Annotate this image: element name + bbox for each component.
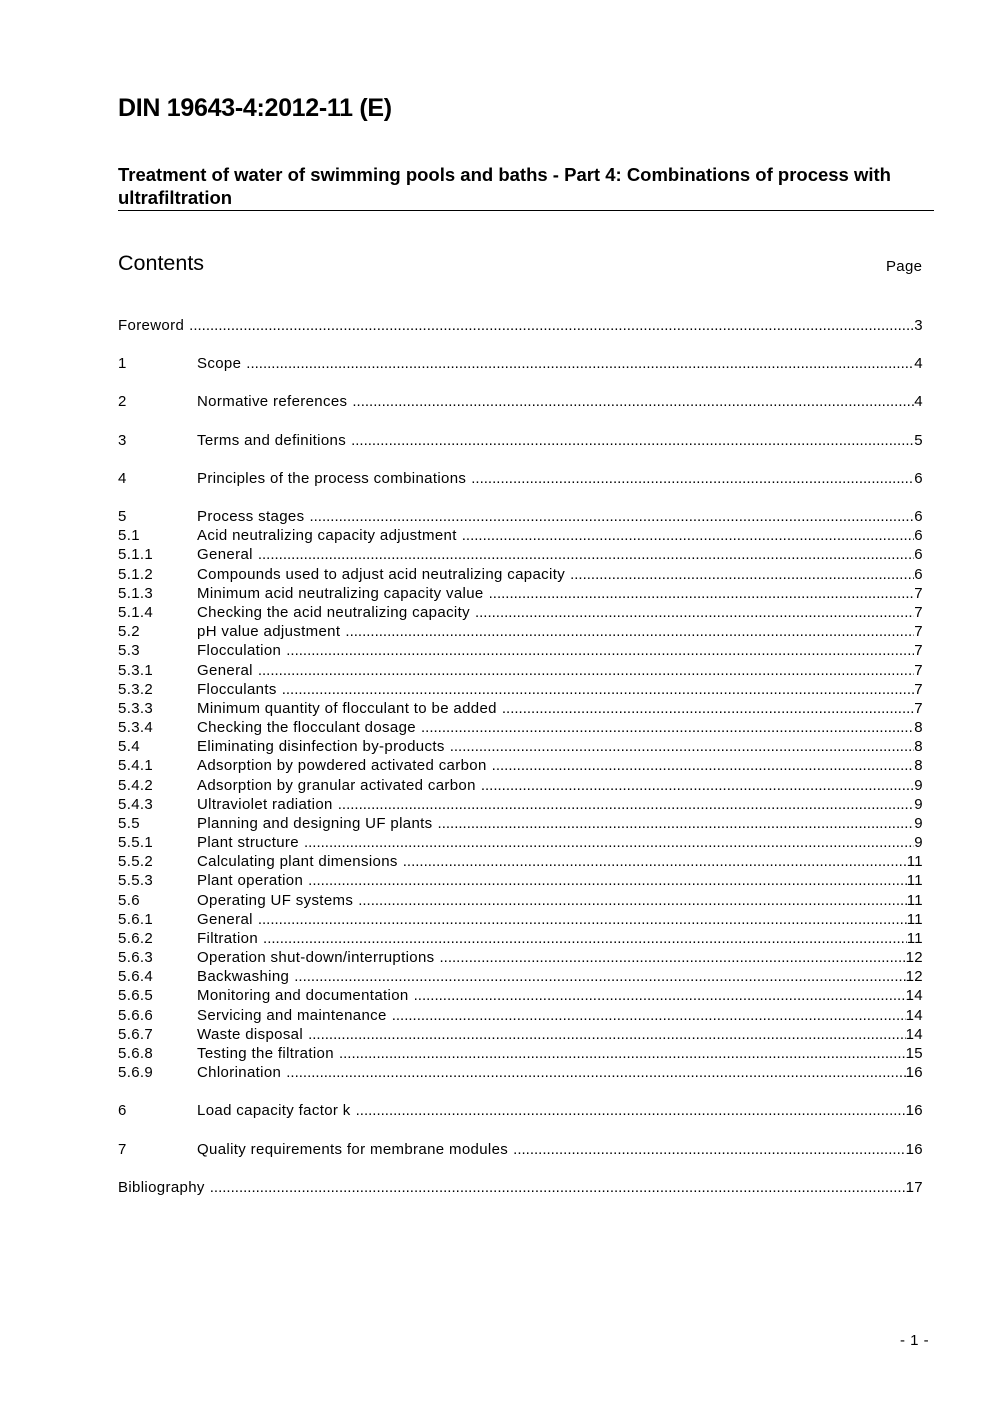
toc-entry[interactable] [118,1178,923,1197]
toc-entry-title: General [197,662,253,679]
toc-entry-number: 4 [118,470,127,487]
toc-entry-number: 5.5 [118,815,140,832]
toc-entry-page: 7 [914,642,923,659]
toc-entry-number: 5.6 [118,892,140,909]
dot-leader [392,1006,906,1025]
dot-leader [403,852,907,871]
toc-entry[interactable] [118,948,923,967]
toc-entry-page: 9 [914,815,923,832]
dot-leader [258,545,914,564]
toc-entry[interactable] [118,852,923,871]
toc-entry-number: 6 [118,1102,127,1119]
toc-entry-number: 1 [118,355,127,372]
toc-entry-title: Minimum acid neutralizing capacity value [197,585,484,602]
toc-entry[interactable] [118,1025,923,1044]
dot-leader [286,641,914,660]
dot-leader [338,795,915,814]
toc-entry-title: Checking the acid neutralizing capacity [197,604,470,621]
toc-entry[interactable] [118,986,923,1005]
toc-entry-number: 5.6.1 [118,911,154,928]
toc-entry-title: Terms and definitions [197,432,347,449]
toc-entry-number: 2 [118,393,127,410]
toc-entry-page: 7 [914,623,923,640]
toc-entry-title: Quality requirements for membrane modules [197,1141,509,1158]
toc-entry-title: Backwashing [197,968,290,985]
toc-entry-page: 7 [914,585,923,602]
toc-entry-page: 8 [914,757,923,774]
toc-entry-number: 5.5.1 [118,834,154,851]
dot-leader [263,929,907,948]
toc-entry-title: Process stages [197,508,305,525]
dot-leader [210,1178,906,1197]
toc-entry-title: Load capacity factor k [197,1102,351,1119]
toc-entry-title: Chlorination [197,1064,282,1081]
toc-entry-title: Foreword [118,317,185,334]
toc-entry-page: 9 [914,796,923,813]
toc-entry[interactable] [118,526,923,545]
toc-entry-title: Scope [197,355,242,372]
dot-leader [471,469,914,488]
toc-entry[interactable] [118,431,923,450]
toc-entry-page: 14 [905,987,923,1004]
dot-leader [258,910,907,929]
toc-entry-title: General [197,546,253,563]
dot-leader [513,1140,905,1159]
toc-entry-page: 16 [905,1064,923,1081]
toc-entry-title: Plant structure [197,834,299,851]
dot-leader [282,680,915,699]
dot-leader [246,354,914,373]
dot-leader [339,1044,906,1063]
toc-entry-page: 7 [914,700,923,717]
toc-entry-page: 6 [914,470,923,487]
toc-entry[interactable] [118,718,923,737]
toc-entry[interactable] [118,814,923,833]
toc-entry-title: Monitoring and documentation [197,987,409,1004]
toc-entry-number: 5.6.4 [118,968,154,985]
contents-heading: Contents [118,251,205,275]
toc-entry-number: 5.3.2 [118,681,154,698]
toc-entry-title: Adsorption by powdered activated carbon [197,757,487,774]
toc-entry-page: 7 [914,681,923,698]
toc-entry-title: pH value adjustment [197,623,341,640]
toc-entry-page: 9 [914,777,923,794]
toc-entry-number: 5.5.3 [118,872,154,889]
toc-entry-number: 5.3.4 [118,719,154,736]
toc-entry[interactable] [118,1063,923,1082]
toc-entry-number: 5.1.2 [118,566,154,583]
toc-entry-page: 14 [905,1026,923,1043]
toc-entry-number: 5.3 [118,642,140,659]
toc-entry-number: 5.1.1 [118,546,154,563]
dot-leader [258,661,914,680]
toc-entry-page: 16 [905,1102,923,1119]
dot-leader [502,699,914,718]
dot-leader [351,431,914,450]
toc-entry-title: Minimum quantity of flocculant to be added [197,700,497,717]
toc-entry[interactable] [118,756,923,775]
toc-entry[interactable] [118,1044,923,1063]
toc-entry[interactable] [118,910,923,929]
toc-entry[interactable] [118,1140,923,1159]
toc-entry-title: Flocculants [197,681,277,698]
toc-entry-title: Planning and designing UF plants [197,815,433,832]
toc-entry[interactable] [118,316,923,335]
toc-entry-title: Operating UF systems [197,892,354,909]
toc-entry-page: 7 [914,662,923,679]
toc-entry[interactable] [118,545,923,564]
toc-entry-number: 5.4.1 [118,757,154,774]
toc-entry-page: 8 [914,738,923,755]
toc-entry-title: Checking the flocculant dosage [197,719,416,736]
dot-leader [421,718,914,737]
dot-leader [308,871,907,890]
toc-entry-page: 17 [905,1179,923,1196]
dot-leader [450,737,915,756]
toc-entry-title: Calculating plant dimensions [197,853,398,870]
toc-entry-page: 7 [914,604,923,621]
toc-entry-page: 11 [906,930,923,947]
toc-entry-number: 5.6.6 [118,1007,154,1024]
document-id: DIN 19643-4:2012-11 (E) [118,94,392,122]
dot-leader [345,622,914,641]
toc-entry-number: 5.1.4 [118,604,154,621]
toc-entry-number: 5.6.3 [118,949,154,966]
toc-entry-title: Acid neutralizing capacity adjustment [197,527,457,544]
toc-entry-page: 4 [914,393,923,410]
toc-entry[interactable] [118,680,923,699]
toc-entry-page: 8 [914,719,923,736]
toc-entry[interactable] [118,661,923,680]
toc-entry[interactable] [118,833,923,852]
toc-entry[interactable] [118,507,923,526]
toc-entry[interactable] [118,354,923,373]
toc-entry-number: 5.1.3 [118,585,154,602]
toc-entry-number: 5.6.8 [118,1045,154,1062]
toc-entry-page: 6 [914,508,923,525]
toc-entry-page: 16 [905,1141,923,1158]
toc-entry[interactable] [118,795,923,814]
toc-entry-title: Operation shut-down/interruptions [197,949,435,966]
toc-entry-number: 5.6.7 [118,1026,154,1043]
dot-leader [489,584,915,603]
dot-leader [304,833,914,852]
toc-entry-number: 5.4 [118,738,140,755]
dot-leader [438,814,915,833]
toc-entry-number: 5.1 [118,527,140,544]
toc-entry-page: 11 [906,872,923,889]
toc-entry[interactable] [118,584,923,603]
toc-entry-title: Bibliography [118,1179,205,1196]
toc-entry-page: 14 [905,1007,923,1024]
toc-entry-page: 4 [914,355,923,372]
toc-entry-title: Testing the filtration [197,1045,334,1062]
toc-entry-number: 5.6.9 [118,1064,154,1081]
toc-entry-page: 11 [906,911,923,928]
document-title: Treatment of water of swimming pools and baths - Part 4: Combinations of process with ultrafiltration [118,164,891,208]
toc-entry-page: 6 [914,546,923,563]
toc-entry-number: 3 [118,432,127,449]
dot-leader [570,565,914,584]
dot-leader [189,316,914,335]
toc-entry-title: General [197,911,253,928]
toc-entry-title: Compounds used to adjust acid neutralizing capacity [197,566,566,583]
toc-entry[interactable] [118,469,923,488]
dot-leader [492,756,915,775]
toc-entry-number: 5.2 [118,623,140,640]
toc-entry[interactable] [118,641,923,660]
dot-leader [462,526,915,545]
toc-entry-number: 7 [118,1141,127,1158]
toc-entry-title: Servicing and maintenance [197,1007,387,1024]
toc-entry-number: 5.3.3 [118,700,154,717]
toc-entry-page: 3 [914,317,923,334]
toc-entry-title: Principles of the process combinations [197,470,467,487]
toc-entry[interactable] [118,891,923,910]
dot-leader [440,948,906,967]
toc-entry[interactable] [118,392,923,411]
toc-entry[interactable] [118,871,923,890]
dot-leader [286,1063,905,1082]
dot-leader [308,1025,906,1044]
toc-entry[interactable] [118,1006,923,1025]
toc-entry-page: 9 [914,834,923,851]
dot-leader [481,776,914,795]
toc-entry-number: 5.6.5 [118,987,154,1004]
toc-entry[interactable] [118,603,923,622]
toc-entry-page: 6 [914,527,923,544]
toc-entry-title: Plant operation [197,872,304,889]
toc-entry-page: 12 [905,968,923,985]
toc-entry-page: 12 [905,949,923,966]
toc-entry[interactable] [118,929,923,948]
toc-entry-number: 5.5.2 [118,853,154,870]
toc-entry-title: Flocculation [197,642,282,659]
dot-leader [294,967,905,986]
toc-entry[interactable] [118,776,923,795]
toc-entry-title: Waste disposal [197,1026,304,1043]
toc-entry-title: Ultraviolet radiation [197,796,333,813]
toc-entry-title: Filtration [197,930,259,947]
toc-entry-page: 6 [914,566,923,583]
toc-entry[interactable] [118,967,923,986]
toc-entry-number: 5 [118,508,127,525]
toc-entry-title: Adsorption by granular activated carbon [197,777,476,794]
title-divider [118,210,934,211]
dot-leader [352,392,914,411]
toc-entry-number: 5.4.3 [118,796,154,813]
toc-entry-number: 5.4.2 [118,777,154,794]
dot-leader [309,507,914,526]
page-number: - 1 - [900,1332,930,1349]
toc-entry-page: 5 [914,432,923,449]
toc-entry-title: Eliminating disinfection by-products [197,738,445,755]
dot-leader [475,603,914,622]
toc-entry[interactable] [118,565,923,584]
toc-entry-number: 5.3.1 [118,662,154,679]
toc-entry-number: 5.6.2 [118,930,154,947]
page-column-heading: Page [886,258,923,275]
toc-entry[interactable] [118,622,923,641]
toc-entry-page: 15 [905,1045,923,1062]
dot-leader [358,891,907,910]
dot-leader [356,1101,906,1120]
toc-entry-title: Normative references [197,393,348,410]
toc-entry[interactable] [118,737,923,756]
toc-entry[interactable] [118,699,923,718]
toc-entry-page: 11 [906,853,923,870]
toc-entry[interactable] [118,1101,923,1120]
toc-entry-page: 11 [906,892,923,909]
dot-leader [414,986,906,1005]
